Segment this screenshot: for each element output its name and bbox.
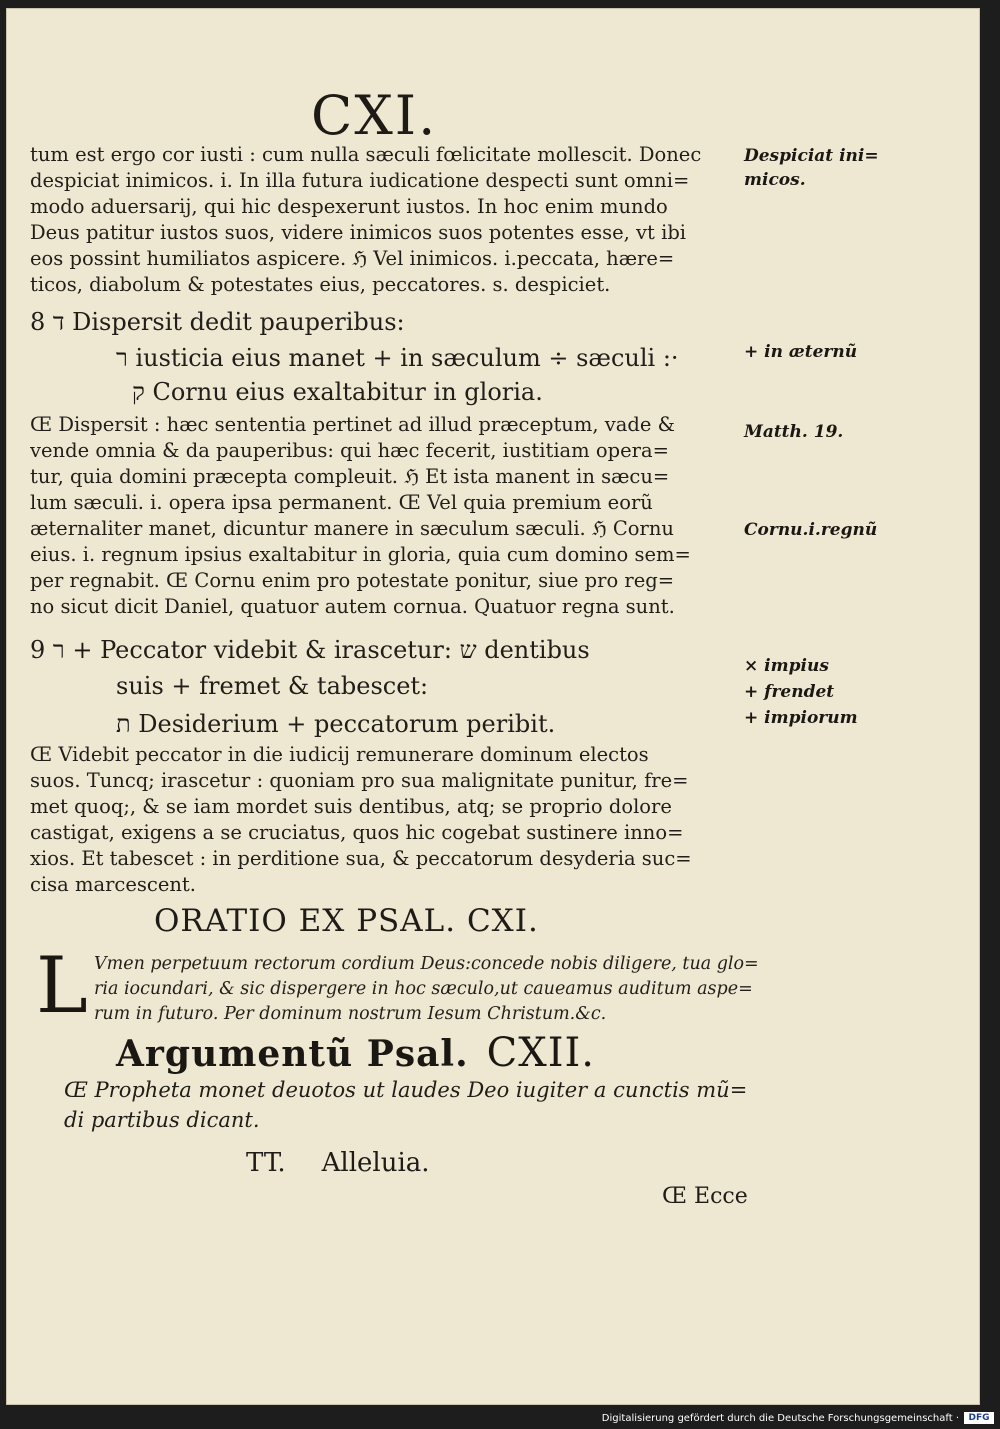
marginal-note: + frendet: [744, 682, 835, 702]
text-line: eius. i. regnum ipsius exaltabitur in gloria, quia cum domino sem=: [30, 543, 691, 566]
title-line: [246, 1148, 430, 1178]
verse-text: Dispersit dedit pauperibus:: [72, 308, 405, 336]
text-line: modo aduersarij, qui hic despexerunt iustos. In hoc enim mundo: [30, 195, 668, 218]
oratio-line: ria iocundari, & sic dispergere in hoc sæculo,ut caueamus auditum aspe=: [94, 979, 753, 999]
hebrew-letter: ק: [132, 378, 145, 406]
hebrew-letter: ר: [116, 344, 128, 372]
verse-number: 8: [30, 308, 46, 336]
hebrew-letter: ר +: [52, 636, 93, 664]
verse-text: Cornu eius exaltabitur in gloria.: [152, 378, 543, 406]
dfg-logo-icon: DFG: [964, 1412, 994, 1424]
text-line: suos. Tuncq; irascetur : quoniam pro sua malignitate punitur, fre=: [30, 769, 689, 792]
marginal-note: + in æternũ: [744, 342, 858, 362]
catchword: Œ Ecce: [662, 1184, 748, 1209]
argumentum-heading: [116, 1030, 595, 1076]
text-line: no sicut dicit Daniel, quatuor autem cornua. Quatuor regna sunt.: [30, 595, 675, 618]
oratio-line: rum in futuro. Per dominum nostrum Iesum Christum.&c.: [94, 1004, 607, 1024]
alleluia-text: Alleluia.: [321, 1148, 430, 1178]
verse-text: Peccator videbit & irascetur: ש dentibus: [100, 636, 590, 664]
marginal-note: × impius: [744, 656, 829, 676]
drop-cap-letter: L: [36, 941, 88, 1031]
verse-line: [132, 374, 840, 410]
verse-line: [30, 632, 738, 668]
text-line: despiciat inimicos. i. In illa futura iudicatione despecti sunt omni=: [30, 169, 690, 192]
verse-line: [116, 668, 824, 704]
text-line: vende omnia & da pauperibus: qui hæc fecerit, iustitiam opera=: [30, 439, 669, 462]
footer-text: Digitalisierung gefördert durch die Deutsche Forschungsgemeinschaft ·: [601, 1412, 959, 1424]
verse-text: suis + fremet & tabescet:: [116, 672, 429, 700]
verse-line: [30, 304, 738, 340]
tt-mark: TT.: [246, 1148, 286, 1178]
marginal-note: micos.: [744, 170, 806, 190]
oratio-line: Vmen perpetuum rectorum cordium Deus:concede nobis diligere, tua glo=: [94, 954, 759, 974]
text-line: castigat, exigens a se cruciatus, quos hic cogebat sustinere inno=: [30, 821, 684, 844]
digitization-footer: [602, 1412, 994, 1424]
text-line: ticos, diabolum & potestates eius, peccatores. s. despiciet.: [30, 273, 611, 296]
verse-text: iusticia eius manet + in sæculum ÷ sæculi :·: [135, 344, 679, 372]
verse-number: 9: [30, 636, 46, 664]
marginal-note: Matth. 19.: [744, 422, 844, 442]
text-line: xios. Et tabescet : in perditione sua, & peccatorum desyderia suc=: [30, 847, 692, 870]
verse-line: [116, 340, 824, 376]
text-line: eos possint humiliatos aspicere. ℌ Vel inimicos. i.peccata, hære=: [30, 247, 675, 270]
argumentum-title: Argumentũ Psal.: [116, 1033, 469, 1075]
folio-number: CXI.: [311, 84, 438, 147]
text-line: tum est ergo cor iusti : cum nulla sæculi fœlicitate mollescit. Donec: [30, 143, 702, 166]
verse-line: [116, 706, 824, 742]
verse-text: Desiderium + peccatorum peribit.: [138, 710, 556, 738]
text-line: tur, quia domini præcepta compleuit. ℌ Et ista manent in sæcu=: [30, 465, 670, 488]
text-line: lum sæculi. i. opera ipsa permanent. Œ Vel quia premium eorũ: [30, 491, 653, 514]
marginal-note: + impiorum: [744, 708, 858, 728]
text-line: Œ Dispersit : hæc sententia pertinet ad illud præceptum, vade &: [30, 413, 675, 436]
psalm-number: CXII.: [486, 1030, 596, 1076]
hebrew-letter: ת: [116, 710, 131, 738]
text-line: Deus patitur iustos suos, videre inimicos suos potentes esse, vt ibi: [30, 221, 687, 244]
text-line: Œ Videbit peccator in die iudicij remunerare dominum electos: [30, 743, 649, 766]
hebrew-letter: ד: [52, 308, 65, 336]
argumentum-line: Œ Propheta monet deuotos ut laudes Deo iugiter a cunctis mũ=: [64, 1078, 748, 1102]
text-line: cisa marcescent.: [30, 873, 196, 896]
book-page: [6, 8, 980, 1405]
text-line: æternaliter manet, dicuntur manere in sæculum sæculi. ℌ Cornu: [30, 517, 674, 540]
marginal-note: Despiciat ini=: [744, 146, 879, 166]
text-line: met quoq;, & se iam mordet suis dentibus, atq; se proprio dolore: [30, 795, 672, 818]
oratio-heading: ORATIO EX PSAL. CXI.: [154, 903, 539, 939]
marginal-note: Cornu.i.regnũ: [744, 520, 878, 540]
argumentum-line: di partibus dicant.: [64, 1108, 260, 1132]
text-line: per regnabit. Œ Cornu enim pro potestate ponitur, siue pro reg=: [30, 569, 675, 592]
